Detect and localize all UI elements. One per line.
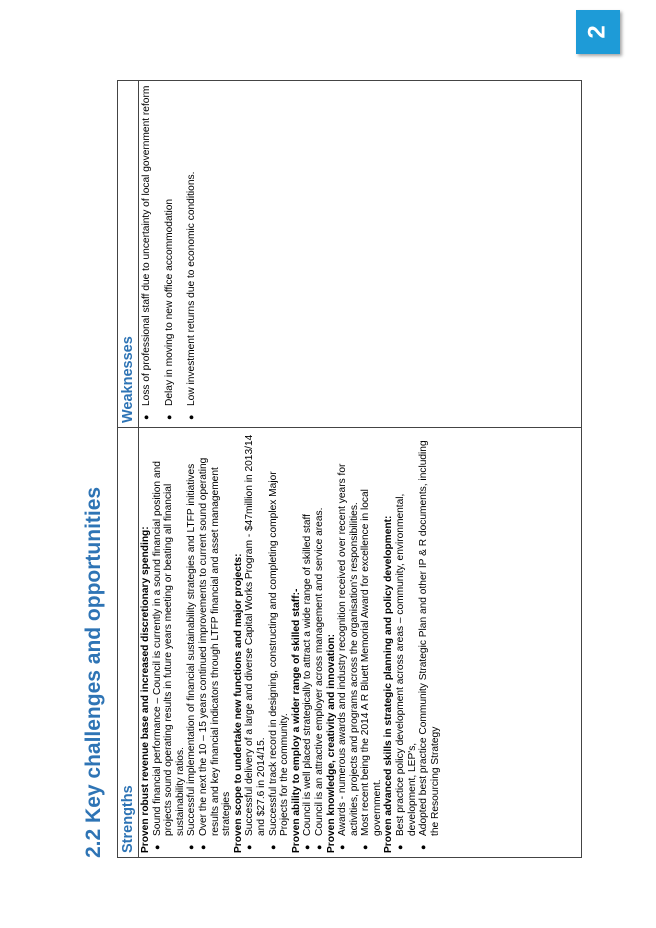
- bullet-icon: ●: [186, 844, 197, 850]
- bullet-icon: ●: [418, 844, 429, 850]
- list-item: ● Over the next the 10 – 15 years continued improvements to current sound operating results and key financial indicators through LTFP financial and asset management strategies: [197, 457, 233, 850]
- strength-group-heading: Proven robust revenue base and increased discretionary spending:: [140, 526, 151, 853]
- swot-table: [117, 80, 582, 858]
- list-item: ● Best practice policy development across areas – community, environmental, development, LEP's,: [395, 493, 418, 850]
- list-item: ● Low investment returns due to economic conditions.: [186, 171, 198, 420]
- bullet-icon: ●: [267, 844, 278, 850]
- strength-group-heading: Proven scope to undertake new functions and major projects:: [232, 553, 244, 853]
- bullet-icon: ●: [197, 844, 208, 850]
- bullet-icon: ●: [395, 844, 406, 850]
- weaknesses-column: [118, 81, 581, 427]
- bullet-icon: ●: [141, 414, 151, 420]
- list-item: ● Most recent being the 2014 A R Bluett Memorial Award for excellence in local government.: [360, 489, 383, 850]
- strengths-header: Strengths: [118, 428, 139, 857]
- list-item: ● Successful delivery of a large and diverse Capital Works Program - $47million in 2013/14 and $27.6 in 2014/15.: [244, 434, 267, 850]
- list-item: ● Council is an attractive employer across management and service areas.: [313, 507, 325, 850]
- strength-group-heading: Proven knowledge, creativity and innovation:: [325, 633, 337, 853]
- strengths-body: [139, 428, 441, 857]
- list-item: ● Delay in moving to new office accommodation: [163, 198, 175, 420]
- section-title: 2.2 Key challenges and opportunities: [82, 486, 105, 858]
- bullet-icon: ●: [186, 414, 197, 420]
- bullet-icon: ●: [360, 844, 371, 850]
- list-item: ● Successful track record in designing, constructing and completing complex Major Projects for the community.: [267, 471, 291, 850]
- list-item: ● Sound financial performance – Council is currently in a sound financial position and projects sound operating results in future years meeting or beating all financial sustainability ratios.: [151, 461, 186, 850]
- bullet-icon: ●: [313, 844, 324, 850]
- list-item: ● Successful implementation of financial sustainability strategies and LTFP initiatives: [186, 463, 198, 850]
- page-number: 2: [583, 25, 611, 39]
- list-item: ● Loss of professional staff due to uncertainty of local government reform: [141, 85, 152, 420]
- strength-group-heading: Proven ability to employ a wider range of skilled staff:-: [290, 588, 302, 853]
- list-item: ● Council is well placed strategically to attract a wide range of skilled staff: [302, 513, 314, 850]
- bullet-icon: ●: [151, 844, 162, 850]
- bullet-icon: ●: [244, 844, 255, 850]
- bullet-icon: ●: [337, 844, 348, 850]
- strength-group-heading: Proven advanced skills in strategic planning and policy development:: [383, 515, 395, 853]
- weaknesses-body: [139, 81, 198, 427]
- strengths-column: [118, 427, 581, 857]
- list-item: ● Awards - numerous awards and industry recognition received over recent years for activities, projects and programs across the organisation's responsibilities.: [337, 463, 360, 850]
- bullet-icon: ●: [302, 844, 313, 850]
- bullet-icon: ●: [163, 414, 174, 420]
- list-item: ● Adopted best practice Community Strategic Plan and other IP & R documents, including the Resourcing Strategy: [418, 440, 441, 850]
- weaknesses-header: Weaknesses: [118, 81, 139, 427]
